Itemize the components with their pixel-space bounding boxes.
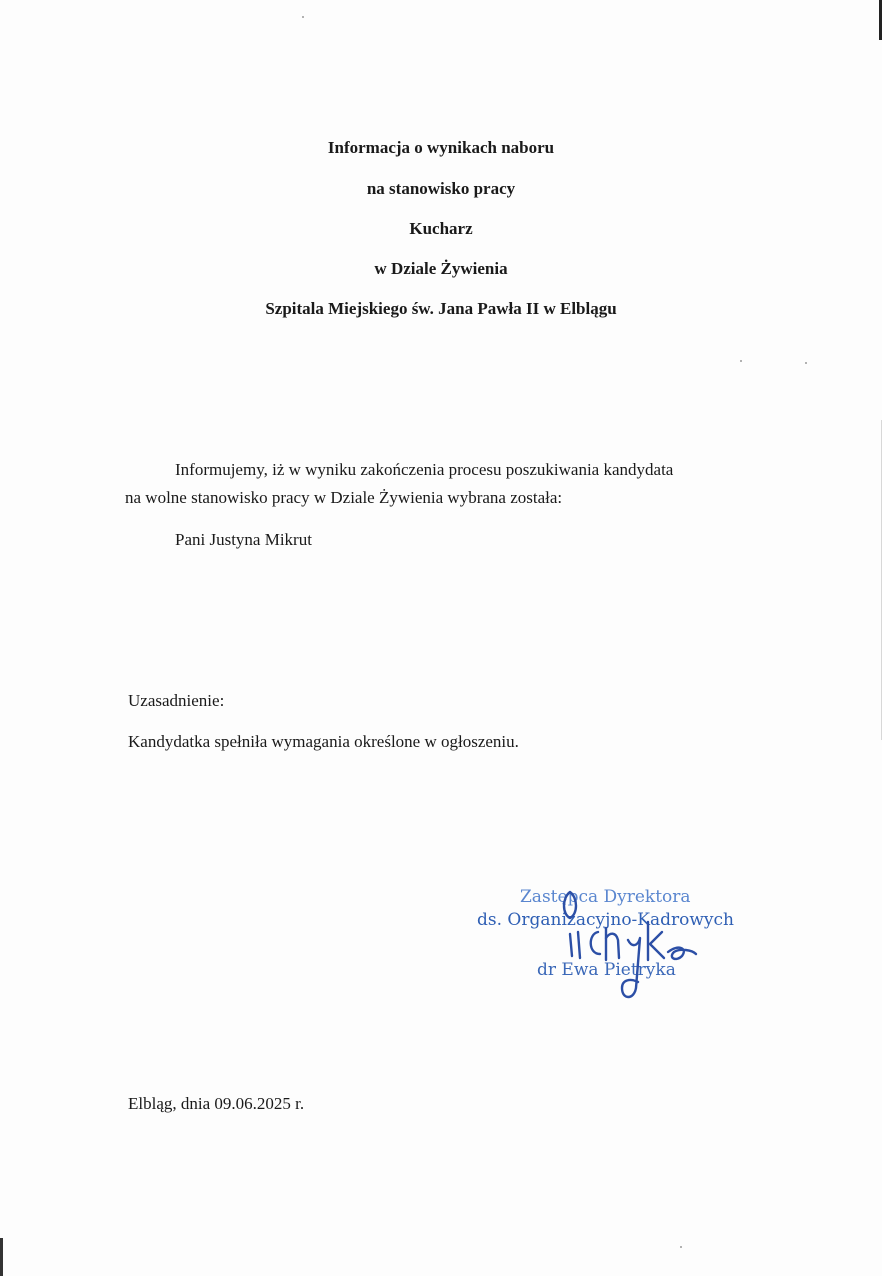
scan-speck [302, 16, 304, 18]
department: w Dziale Żywienia [374, 259, 508, 278]
place-and-date: Elbląg, dnia 09.06.2025 r. [128, 1094, 305, 1113]
title-line-2: na stanowisko pracy [366, 179, 516, 198]
stamp-position: Zastępca Dyrektora [520, 887, 691, 907]
stamp-name: dr Ewa Pietryka [537, 960, 676, 980]
justification-label: Uzasadnienie: [128, 691, 225, 710]
selected-candidate: Pani Justyna Mikrut [175, 530, 312, 549]
justification-text: Kandydatka spełniła wymagania określone w ogłoszeniu. [128, 732, 519, 751]
handwritten-signature [548, 888, 698, 1008]
scan-speck [740, 360, 742, 362]
stamp-department: ds. Organizacyjno-Kadrowych [477, 910, 735, 930]
scan-edge-mark-bottom [0, 1238, 3, 1276]
scan-speck [680, 1246, 682, 1248]
intro-line-2: na wolne stanowisko pracy w Dziale Żywienia wybrana została: [125, 488, 563, 507]
title-line-1: Informacja o wynikach naboru [327, 138, 555, 157]
intro-line-1: Informujemy, iż w wyniku zakończenia procesu poszukiwania kandydata [175, 460, 674, 479]
scan-speck [805, 362, 807, 364]
hospital-name: Szpitala Miejskiego św. Jana Pawła II w Elblągu [265, 299, 617, 318]
job-title: Kucharz [409, 219, 473, 238]
